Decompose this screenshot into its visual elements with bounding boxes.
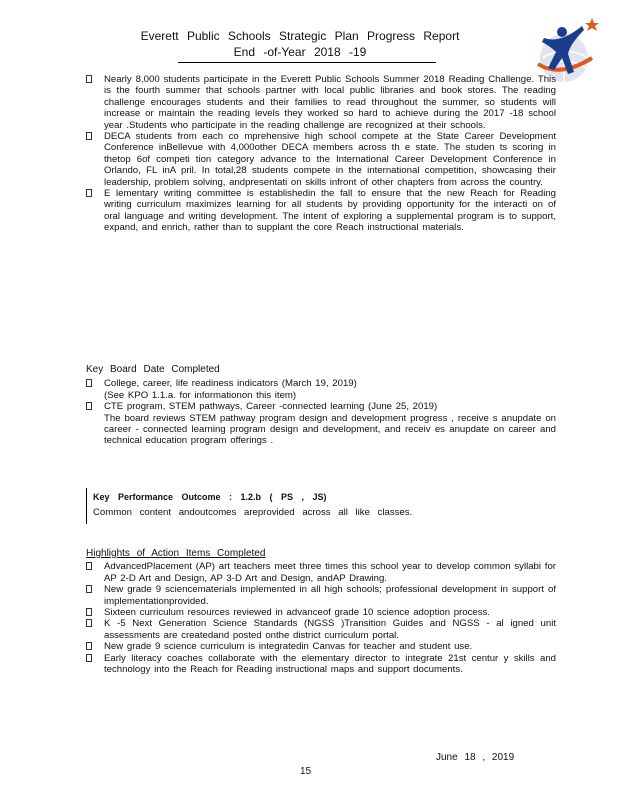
list-item: CTE program, STEM pathways, Career -connected learning (June 25, 2019) The board reviews STEM pathway program design and development progress , receive s anupdate on career - connected learning program design and development, and receiv es anupdate on career and technical education program offerings . <box>86 401 556 447</box>
list-item: K -5 Next Generation Science Standards (NGSS )Transition Guides and NGSS - al igned unit assessments are createdand posted onthe district curriculum portal. <box>86 618 556 641</box>
kpo-box <box>86 488 547 524</box>
key-board-section <box>86 364 556 447</box>
bullet-box-icon <box>86 562 92 570</box>
list-item: Sixteen curriculum resources reviewed in advanceof grade 10 science adoption process. <box>86 607 556 618</box>
report-title: Everett Public Schools Strategic Plan Progress Report <box>140 29 460 43</box>
list-item: DECA students from each co mprehensive high school compete at the State Career Development Conference inBellevue with 4,000other DECA members across th e state. The studen ts scoring in thetop 6of competi tion category advance to the International Career Development Conference in Orlando, FL inA pril. In total,28 students compete in the international competition, showcasing their leadership, problem solving, andpresentati on skills infront of other chapters from across the country. <box>86 131 556 188</box>
list-item: College, career, life readiness indicators (March 19, 2019) (See KPO 1.1.a. for informationon this item) <box>86 378 556 401</box>
action-items-heading: Highlights of Action Items Completed <box>86 548 266 559</box>
bullet-box-icon <box>86 619 92 627</box>
report-subtitle: End -of-Year 2018 -19 <box>233 45 367 59</box>
report-date: June 18 , 2019 <box>436 752 515 763</box>
kpo-text: Common content andoutcomes areprovided across all like classes. <box>93 507 413 518</box>
bullet-box-icon <box>86 654 92 662</box>
bullet-box-icon <box>86 189 92 197</box>
bullet-box-icon <box>86 402 92 410</box>
top-highlights <box>86 74 556 234</box>
list-item: New grade 9 sciencematerials implemented in all high schools; professional development in support of implementationprovided. <box>86 584 556 607</box>
bullet-box-icon <box>86 75 92 83</box>
bullet-box-icon <box>86 132 92 140</box>
page-number: 15 <box>300 766 312 777</box>
report-header <box>110 28 490 60</box>
list-item: E lementary writing committee is establishedin the fall to ensure that the new Reach for Reading writing curriculum maximizes learning for all students by providing opportunity for the interacti on of oral language and writing development. The intent of exploring a supplemental program is to support, expand, and enrich, rather than to supplant the core Reach instructional materials. <box>86 188 556 234</box>
action-items-section <box>86 548 556 675</box>
bullet-box-icon <box>86 642 92 650</box>
list-item: Early literacy coaches collaborate with the elementary director to integrate 21st centur y skills and technology into the Reach for Reading instructional maps and support documents. <box>86 653 556 676</box>
kpo-heading: Key Performance Outcome : 1.2.b ( PS , JS) <box>93 492 327 502</box>
list-item: Nearly 8,000 students participate in the Everett Public Schools Summer 2018 Reading Challenge. This is the fourth summer that schools partner with local public libraries and book stores. The reading challenge encourages students and their families to read throughout the summer, so students will increase or maintain the reading levels they worked so hard to achieve during the 2017 -18 school year .Students who participate in the reading challenge are recognized at their schools. <box>86 74 556 131</box>
list-item: AdvancedPlacement (AP) art teachers meet three times this school year to develop common syllabi for AP 2-D Art and Design, AP 3-D Art and Design, andAP Drawing. <box>86 561 556 584</box>
bullet-box-icon <box>86 379 92 387</box>
bullet-box-icon <box>86 585 92 593</box>
key-board-heading: Key Board Date Completed <box>86 364 220 375</box>
header-underline <box>178 62 436 63</box>
list-item: New grade 9 science curriculum is integratedin Canvas for teacher and student use. <box>86 641 556 652</box>
bullet-box-icon <box>86 608 92 616</box>
